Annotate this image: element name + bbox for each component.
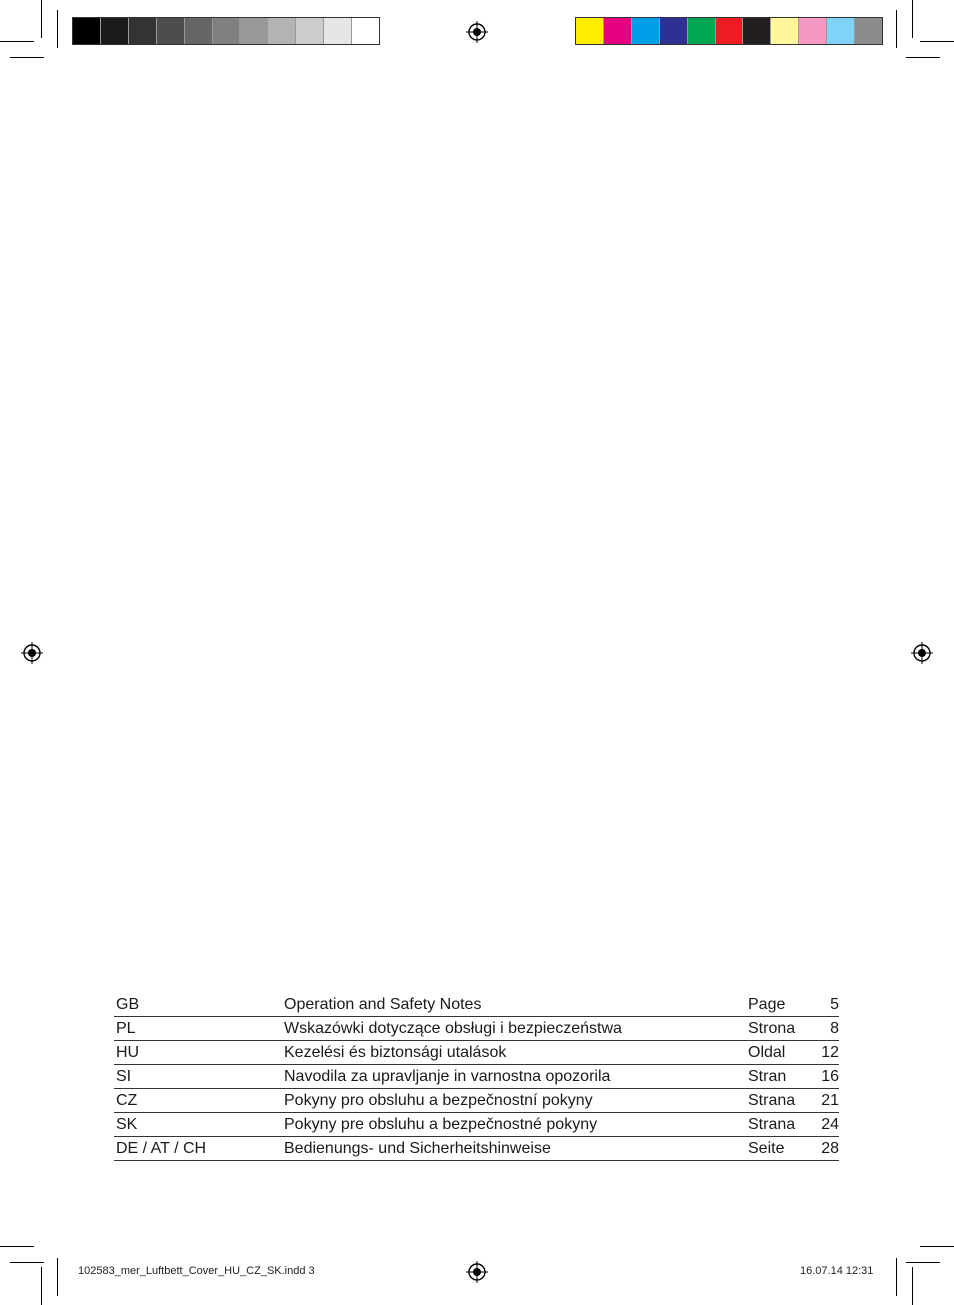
color-swatch <box>576 18 603 44</box>
crop-mark <box>912 1267 913 1305</box>
toc-page-word: Strona <box>748 1020 796 1037</box>
color-swatch <box>156 18 184 44</box>
table-of-contents <box>114 993 839 1161</box>
toc-page-number: 16 <box>821 1068 839 1085</box>
color-swatch <box>715 18 743 44</box>
registration-mark-icon <box>21 642 43 664</box>
color-swatch <box>323 18 351 44</box>
registration-mark-icon <box>911 642 933 664</box>
color-swatch <box>687 18 715 44</box>
color-swatch <box>603 18 631 44</box>
toc-row <box>114 1089 839 1113</box>
process-color-bar <box>575 17 883 45</box>
crop-mark <box>920 1246 954 1247</box>
slug-filename: 102583_mer_Luftbett_Cover_HU_CZ_SK.indd 3 <box>78 1265 315 1277</box>
registration-mark-icon <box>466 21 488 43</box>
toc-section-title: Operation and Safety Notes <box>284 996 482 1013</box>
toc-language-code: HU <box>116 1044 140 1061</box>
color-swatch <box>73 18 100 44</box>
toc-page-number: 24 <box>821 1116 839 1133</box>
color-swatch <box>212 18 240 44</box>
toc-page-number: 8 <box>830 1020 839 1037</box>
toc-page-number: 21 <box>821 1092 839 1109</box>
crop-mark <box>896 1258 897 1296</box>
color-swatch <box>770 18 798 44</box>
crop-mark <box>906 1262 940 1263</box>
color-swatch <box>295 18 323 44</box>
color-swatch <box>798 18 826 44</box>
toc-page-number: 12 <box>821 1044 839 1061</box>
color-swatch <box>659 18 687 44</box>
toc-language-code: SK <box>116 1116 138 1133</box>
crop-mark <box>0 1246 34 1247</box>
crop-mark <box>57 1258 58 1296</box>
color-swatch <box>128 18 156 44</box>
crop-mark <box>41 0 42 38</box>
color-swatch <box>742 18 770 44</box>
toc-row <box>114 1041 839 1065</box>
color-swatch <box>854 18 882 44</box>
crop-mark <box>896 10 897 48</box>
crop-mark <box>0 41 34 42</box>
toc-section-title: Bedienungs- und Sicherheitshinweise <box>284 1140 551 1157</box>
toc-page-word: Strana <box>748 1116 796 1133</box>
registration-mark-icon <box>466 1261 488 1283</box>
crop-mark <box>10 57 44 58</box>
color-swatch <box>631 18 659 44</box>
crop-mark <box>906 57 940 58</box>
toc-language-code: SI <box>116 1068 132 1085</box>
toc-row <box>114 1017 839 1041</box>
toc-row <box>114 1065 839 1089</box>
color-swatch <box>351 18 379 44</box>
crop-mark <box>10 1262 44 1263</box>
toc-page-number: 5 <box>830 996 839 1013</box>
toc-section-title: Kezelési és biztonsági utalások <box>284 1044 507 1061</box>
toc-language-code: GB <box>116 996 140 1013</box>
slug-datetime: 16.07.14 12:31 <box>800 1265 874 1277</box>
toc-page-word: Page <box>748 996 786 1013</box>
toc-language-code: PL <box>116 1020 136 1037</box>
toc-page-number: 28 <box>821 1140 839 1157</box>
color-swatch <box>100 18 128 44</box>
color-swatch <box>826 18 854 44</box>
crop-mark <box>920 41 954 42</box>
toc-section-title: Pokyny pre obsluhu a bezpečnostné pokyny <box>284 1116 598 1133</box>
toc-section-title: Pokyny pro obsluhu a bezpečnostní pokyny <box>284 1092 593 1109</box>
toc-page-word: Seite <box>748 1140 785 1157</box>
toc-section-title: Wskazówki dotyczące obsługi i bezpieczeństwa <box>284 1020 622 1037</box>
grayscale-color-bar <box>72 17 380 45</box>
toc-language-code: DE / AT / CH <box>116 1140 207 1157</box>
color-swatch <box>184 18 212 44</box>
toc-row <box>114 993 839 1017</box>
toc-page-word: Oldal <box>748 1044 786 1061</box>
toc-section-title: Navodila za upravljanje in varnostna opozorila <box>284 1068 611 1085</box>
crop-mark <box>57 10 58 48</box>
toc-page-word: Strana <box>748 1092 796 1109</box>
color-swatch <box>267 18 295 44</box>
color-swatch <box>239 18 267 44</box>
crop-mark <box>912 0 913 38</box>
toc-language-code: CZ <box>116 1092 138 1109</box>
crop-mark <box>41 1267 42 1305</box>
toc-page-word: Stran <box>748 1068 787 1085</box>
toc-row <box>114 1113 839 1137</box>
toc-row <box>114 1137 839 1161</box>
